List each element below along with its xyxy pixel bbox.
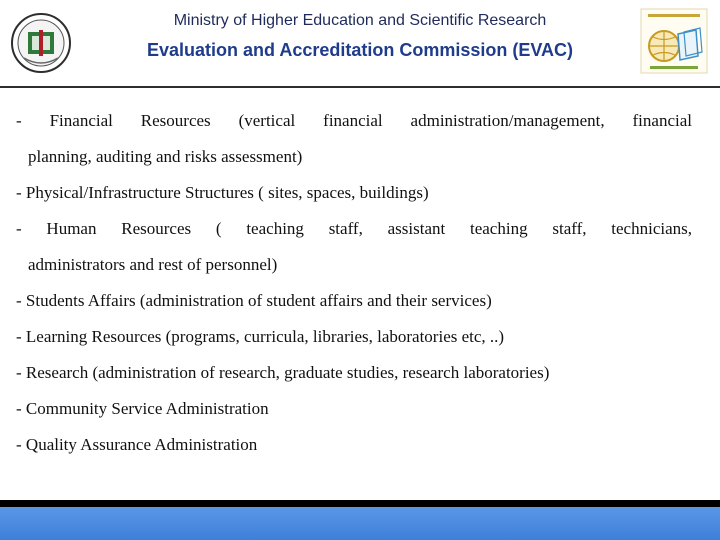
commission-title: Evaluation and Accreditation Commission (EVAC): [146, 40, 574, 60]
list-item-line: - Research (administration of research, graduate studies, research laboratories): [16, 363, 550, 382]
evac-globe-logo-icon: [640, 8, 708, 74]
header-divider: [0, 86, 720, 88]
list-item-human-resources: [16, 218, 692, 276]
list-item-physical-infrastructure: [16, 182, 692, 204]
footer-black-bar: [0, 500, 720, 507]
slide-header: [0, 0, 720, 88]
list-item-quality-assurance: [16, 434, 692, 456]
slide-body: [16, 110, 692, 470]
list-item-line: - Financial Resources (vertical financial administration/management, financial: [16, 111, 692, 130]
list-item-community-service: [16, 398, 692, 420]
list-item-learning-resources: [16, 326, 692, 348]
list-item-continuation: administrators and rest of personnel): [28, 255, 278, 274]
list-item-continuation: planning, auditing and risks assessment): [28, 147, 303, 166]
list-item-line: - Students Affairs (administration of student affairs and their services): [16, 291, 492, 310]
list-item-financial-resources: [16, 110, 692, 168]
list-item-research: [16, 362, 692, 384]
list-item-line: - Learning Resources (programs, curricula, libraries, laboratories etc, ..): [16, 327, 505, 346]
list-item-line: - Quality Assurance Administration: [16, 435, 258, 454]
list-item-students-affairs: [16, 290, 692, 312]
university-emblem-icon: [10, 12, 72, 74]
ministry-title: Ministry of Higher Education and Scientific Research: [173, 12, 547, 29]
list-item-line: - Physical/Infrastructure Structures ( sites, spaces, buildings): [16, 183, 429, 202]
list-item-line: - Community Service Administration: [16, 399, 269, 418]
footer-blue-bar: [0, 507, 720, 540]
list-item-line: - Human Resources ( teaching staff, assistant teaching staff, technicians,: [16, 219, 692, 238]
